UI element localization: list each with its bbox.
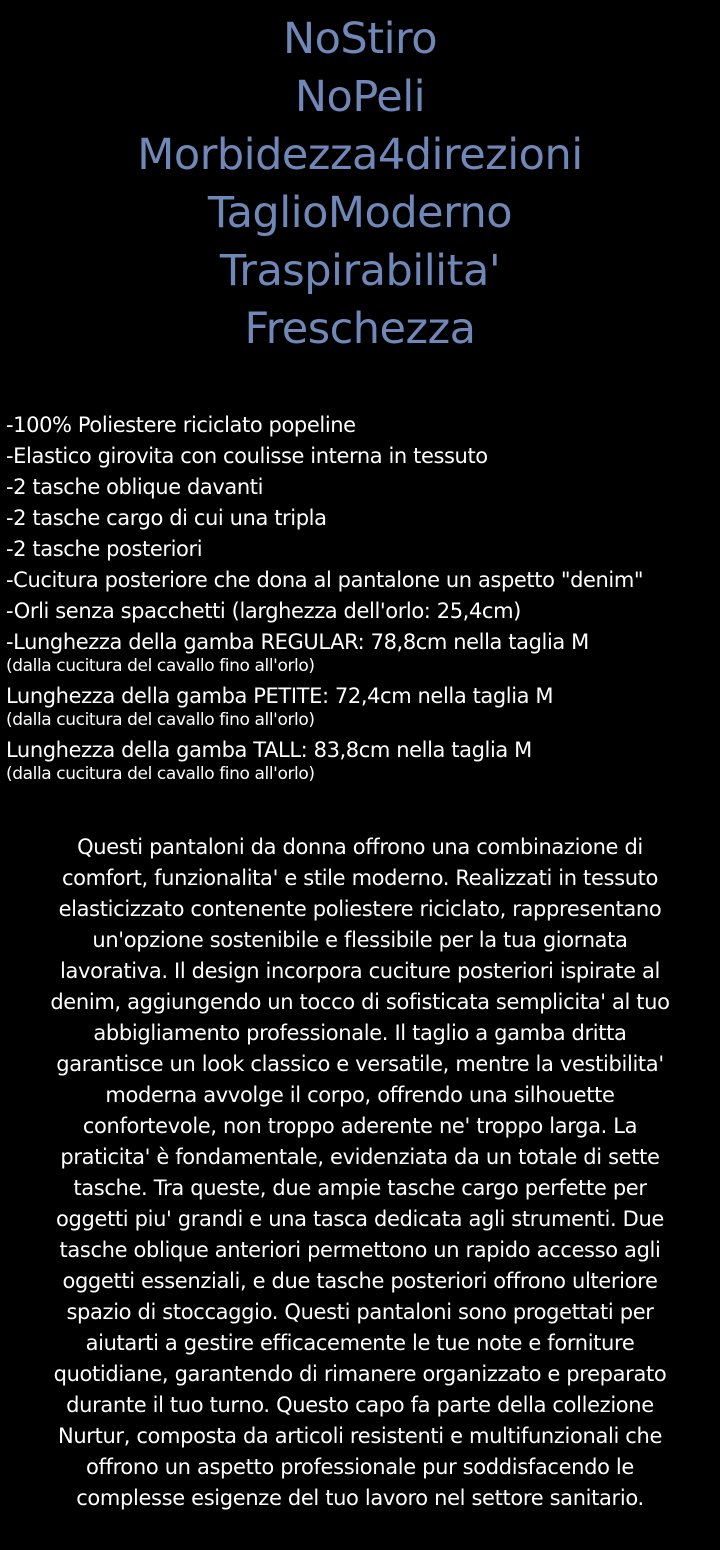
product-description [8, 832, 712, 1514]
description-line: elasticizzato contenente poliestere riciclato, rappresentano [58, 897, 662, 921]
description-line: Nurtur, composta da articoli resistenti e multifunzionali che [57, 1424, 663, 1448]
spec-note: (dalla cucitura del cavallo fino all'orlo) [6, 764, 315, 784]
headline-line: Morbidezza4direzioni [137, 130, 583, 180]
spec-item: -Lunghezza della gamba REGULAR: 78,8cm nella taglia M [6, 630, 589, 654]
description-line: Questi pantaloni da donna offrono una combinazione di [77, 835, 643, 859]
spec-item: -Orli senza spacchetti (larghezza dell'orlo: 25,4cm) [6, 599, 521, 623]
description-line: aiutarti a gestire efficacemente le tue note e forniture [85, 1331, 635, 1355]
spec-item: -100% Poliestere riciclato popeline [6, 413, 356, 437]
spec-item: -Cucitura posteriore che dona al pantalone un aspetto "denim" [6, 568, 644, 592]
feature-headline [0, 10, 720, 358]
headline-line: TaglioModerno [207, 188, 513, 238]
spec-item: Lunghezza della gamba TALL: 83,8cm nella taglia M [6, 738, 532, 762]
description-line: oggetti piu' grandi e una tasca dedicata agli strumenti. Due [56, 1207, 664, 1231]
description-line: tasche. Tra queste, due ampie tasche cargo perfette per [73, 1176, 647, 1200]
headline-line: NoStiro [282, 14, 438, 64]
description-line: denim, aggiungendo un tocco di sofisticata semplicita' al tuo [50, 990, 670, 1014]
description-line: tasche oblique anteriori permettono un rapido accesso agli [59, 1238, 661, 1262]
description-line: garantisce un look classico e versatile, mentre la vestibilita' [56, 1052, 664, 1076]
headline-line: Freschezza [244, 304, 476, 354]
headline-line: Traspirabilita' [219, 246, 501, 296]
description-line: comfort, funzionalita' e stile moderno. Realizzati in tessuto [61, 866, 659, 890]
spec-list [6, 410, 718, 789]
description-line: quotidiane, garantendo di rimanere organizzato e preparato [53, 1362, 667, 1386]
description-line: abbigliamento professionale. Il taglio a gamba dritta [93, 1021, 627, 1045]
description-line: durante il tuo turno. Questo capo fa parte della collezione [66, 1393, 654, 1417]
description-line: offrono un aspetto professionale pur soddisfacendo le [86, 1455, 634, 1479]
headline-line: NoPeli [294, 72, 426, 122]
description-line: lavorativa. Il design incorpora cuciture posteriori ispirate al [60, 959, 660, 983]
description-line: complesse esigenze del tuo lavoro nel settore sanitario. [76, 1486, 644, 1510]
description-line: oggetti essenziali, e due tasche posteriori offrono ulteriore [62, 1269, 658, 1293]
spec-item: -2 tasche posteriori [6, 537, 203, 561]
spec-item: -2 tasche cargo di cui una tripla [6, 506, 327, 530]
description-line: confortevole, non troppo aderente ne' troppo larga. La [82, 1114, 638, 1138]
description-line: praticita' è fondamentale, evidenziata da un totale di sette [60, 1145, 660, 1169]
spec-item: -Elastico girovita con coulisse interna in tessuto [6, 444, 488, 468]
description-line: spazio di stoccaggio. Questi pantaloni sono progettati per [66, 1300, 654, 1324]
spec-item: -2 tasche oblique davanti [6, 475, 264, 499]
spec-note: (dalla cucitura del cavallo fino all'orlo) [6, 710, 315, 730]
spec-item: Lunghezza della gamba PETITE: 72,4cm nella taglia M [6, 684, 554, 708]
spec-note: (dalla cucitura del cavallo fino all'orlo) [6, 656, 315, 676]
description-line: moderna avvolge il corpo, offrendo una silhouette [105, 1083, 615, 1107]
description-line: un'opzione sostenibile e flessibile per la tua giornata [92, 928, 628, 952]
